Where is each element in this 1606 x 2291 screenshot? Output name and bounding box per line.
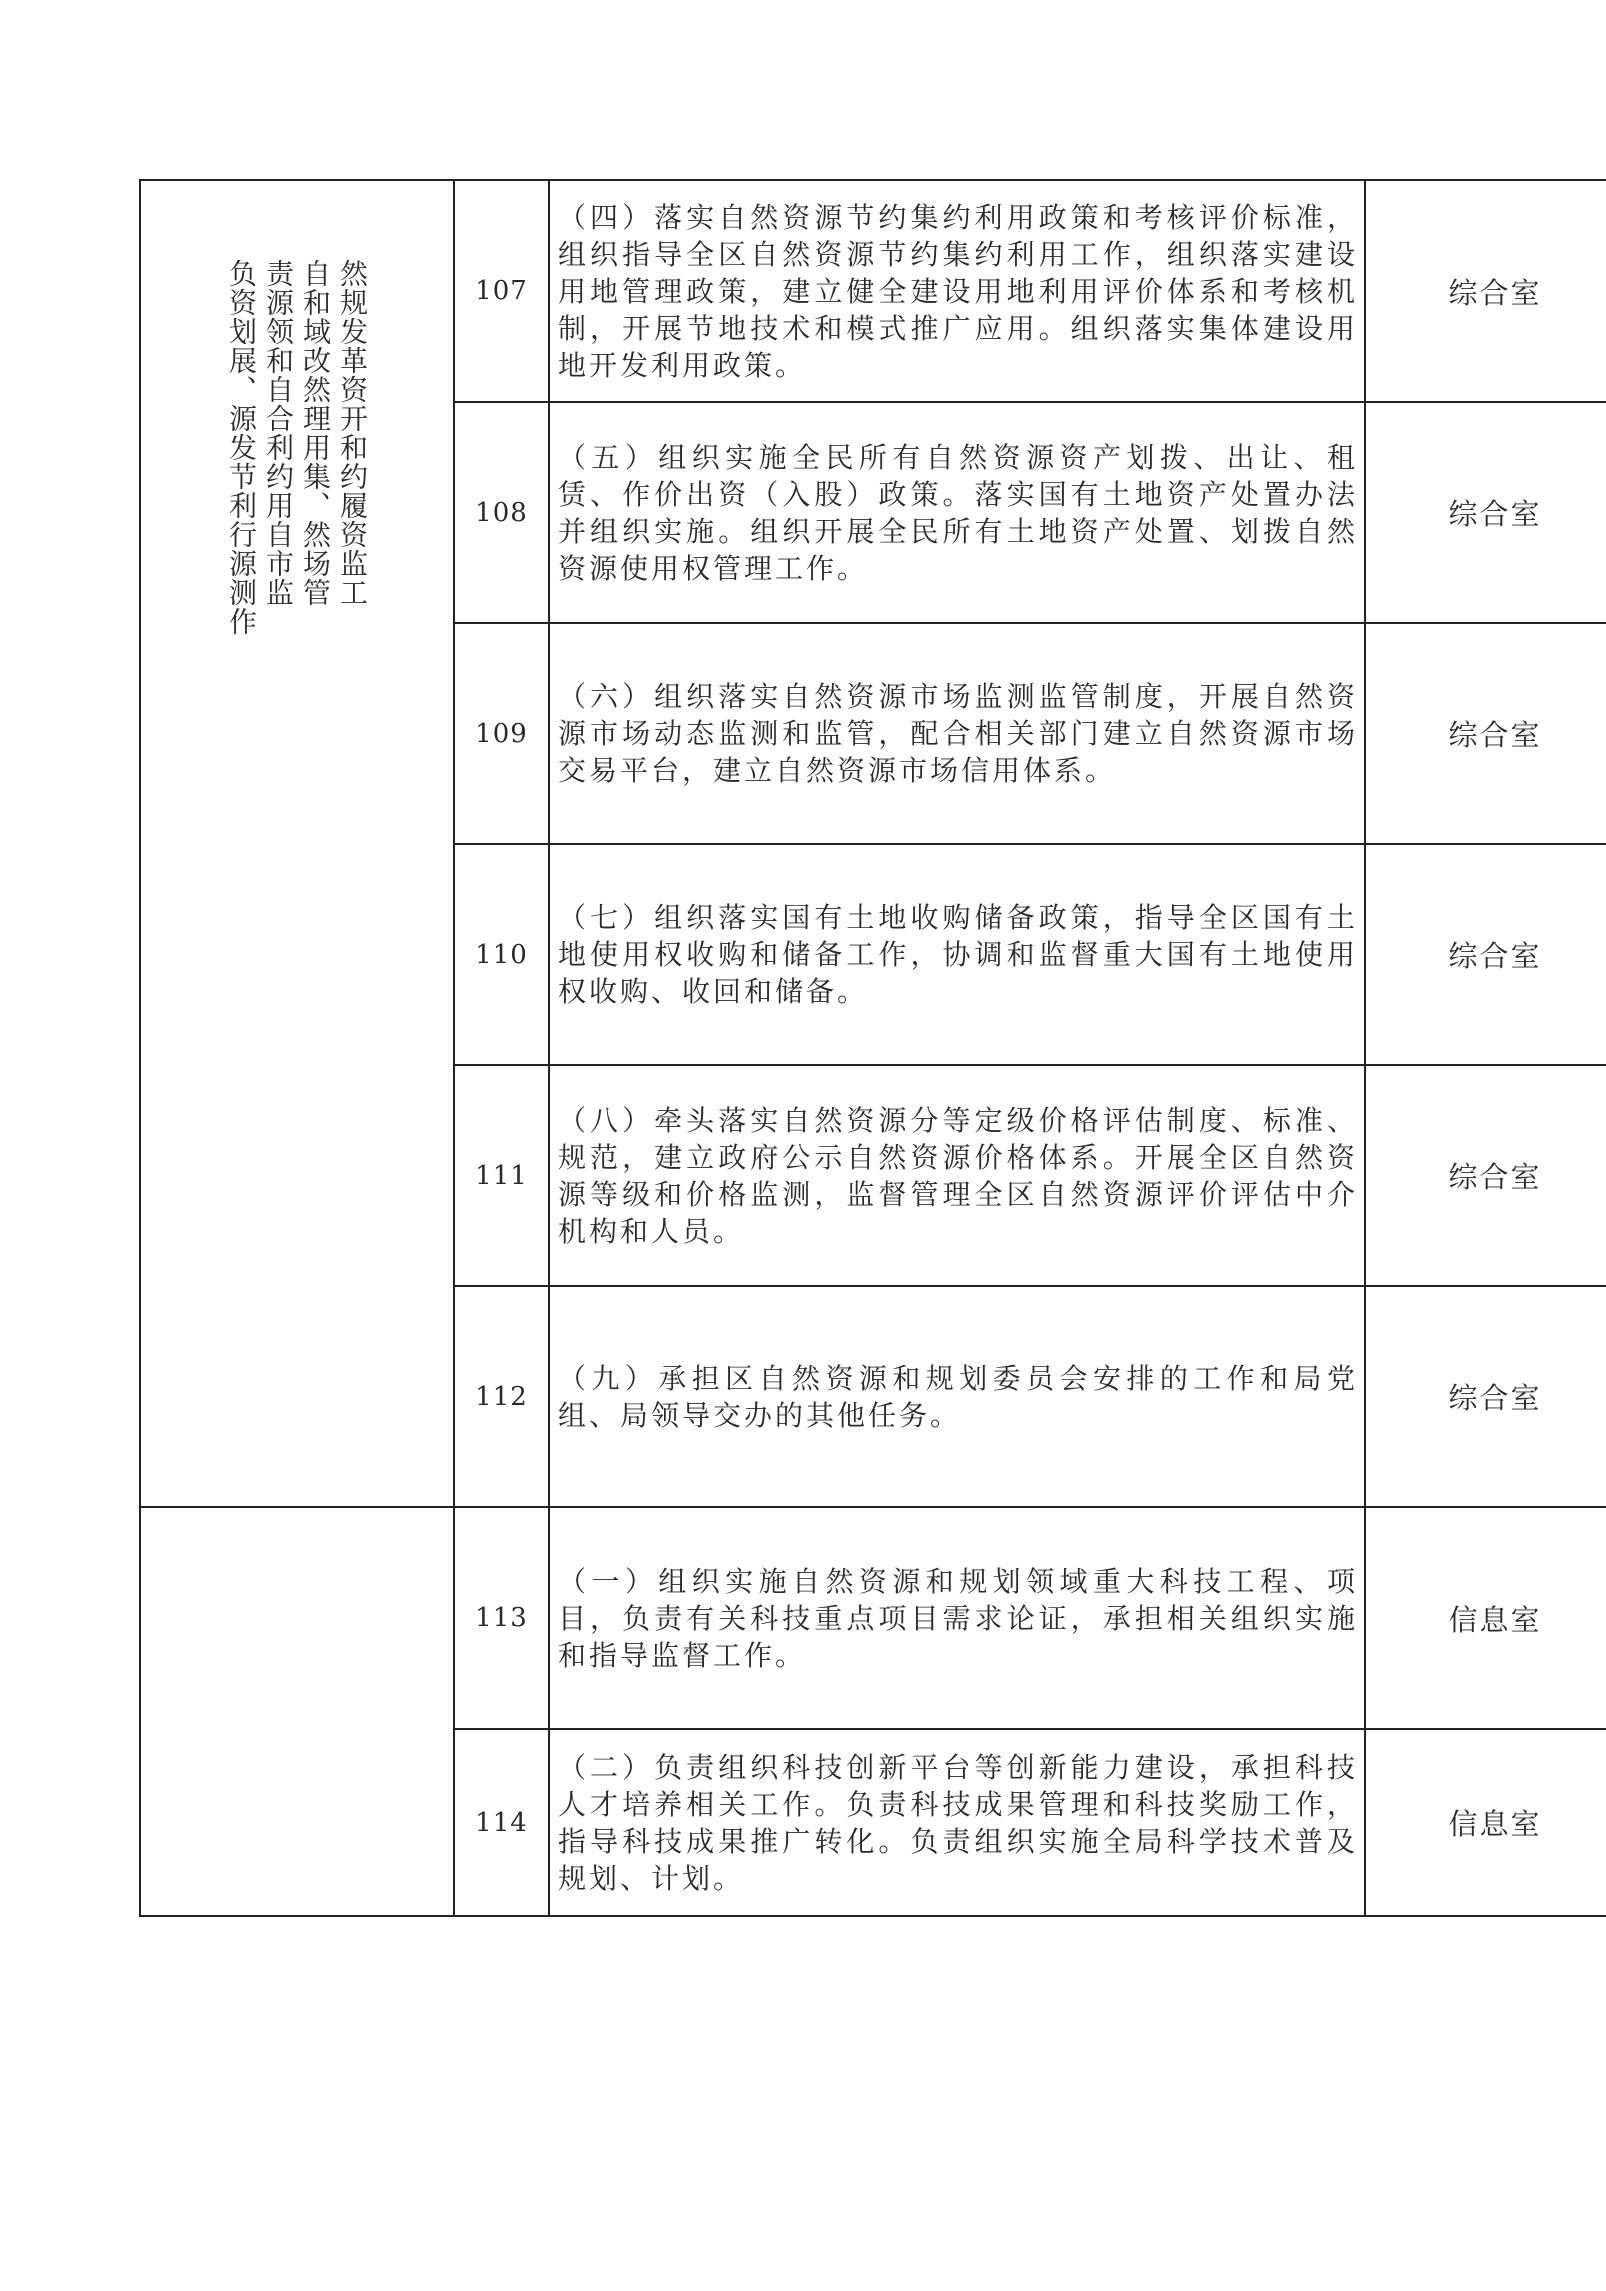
duty-description: （九）承担区自然资源和规划委员会安排的工作和局党组、局领导交办的其他任务。	[549, 1286, 1365, 1507]
responsible-department: 综合室	[1365, 1286, 1606, 1507]
responsible-department: 信息室	[1365, 1729, 1606, 1916]
duty-description: （六）组织落实自然资源市场监测监管制度，开展自然资源市场动态监测和监管，配合相关部门建立自然资源市场交易平台，建立自然资源市场信用体系。	[549, 623, 1365, 844]
duties-table	[139, 179, 1606, 1917]
row-number: 112	[454, 1286, 549, 1507]
row-number: 110	[454, 844, 549, 1065]
row-number: 109	[454, 623, 549, 844]
category-cell	[140, 180, 454, 1507]
responsible-department: 综合室	[1365, 623, 1606, 844]
row-number: 111	[454, 1065, 549, 1286]
row-number: 113	[454, 1507, 549, 1729]
table-row	[140, 1507, 1606, 1729]
row-number: 108	[454, 402, 549, 623]
duty-description: （二）负责组织科技创新平台等创新能力建设，承担科技人才培养相关工作。负责科技成果管理和科技奖励工作，指导科技成果推广转化。负责组织实施全局科学技术普及规划、计划。	[549, 1729, 1365, 1916]
duty-description: （一）组织实施自然资源和规划领域重大科技工程、项目，负责有关科技重点项目需求论证，承担相关组织实施和指导监督工作。	[549, 1507, 1365, 1729]
duty-description: （八）牵头落实自然资源分等定级价格评估制度、标准、规范，建立政府公示自然资源价格体系。开展全区自然资源等级和价格监测，监督管理全区自然资源评价评估中介机构和人员。	[549, 1065, 1365, 1286]
category-column: 自和域改然理用集、然场管	[299, 259, 332, 607]
responsible-department: 综合室	[1365, 844, 1606, 1065]
duty-description: （七）组织落实国有土地收购储备政策，指导全区国有土地使用权收购和储备工作，协调和监督重大国有土地使用权收购、收回和储备。	[549, 844, 1365, 1065]
category-cell-empty	[140, 1507, 454, 1916]
responsible-department: 综合室	[1365, 180, 1606, 402]
category-text	[143, 259, 451, 636]
category-column: 然规发革资开和约履资监工	[336, 259, 369, 607]
responsible-department: 信息室	[1365, 1507, 1606, 1729]
category-column: 责源领和自合利约用自市监	[262, 259, 295, 607]
duty-description: （五）组织实施全民所有自然资源资产划拨、出让、租赁、作价出资（入股）政策。落实国有土地资产处置办法并组织实施。组织开展全民所有土地资产处置、划拨自然资源使用权管理工作。	[549, 402, 1365, 623]
row-number: 107	[454, 180, 549, 402]
row-number: 114	[454, 1729, 549, 1916]
category-column: 负资划展、源发节利行源测作	[225, 259, 258, 636]
table-row	[140, 180, 1606, 402]
duty-description: （四）落实自然资源节约集约利用政策和考核评价标准，组织指导全区自然资源节约集约利用工作，组织落实建设用地管理政策，建立健全建设用地利用评价体系和考核机制，开展节地技术和模式推广应用。组织落实集体建设用地开发利用政策。	[549, 180, 1365, 402]
responsible-department: 综合室	[1365, 402, 1606, 623]
responsible-department: 综合室	[1365, 1065, 1606, 1286]
